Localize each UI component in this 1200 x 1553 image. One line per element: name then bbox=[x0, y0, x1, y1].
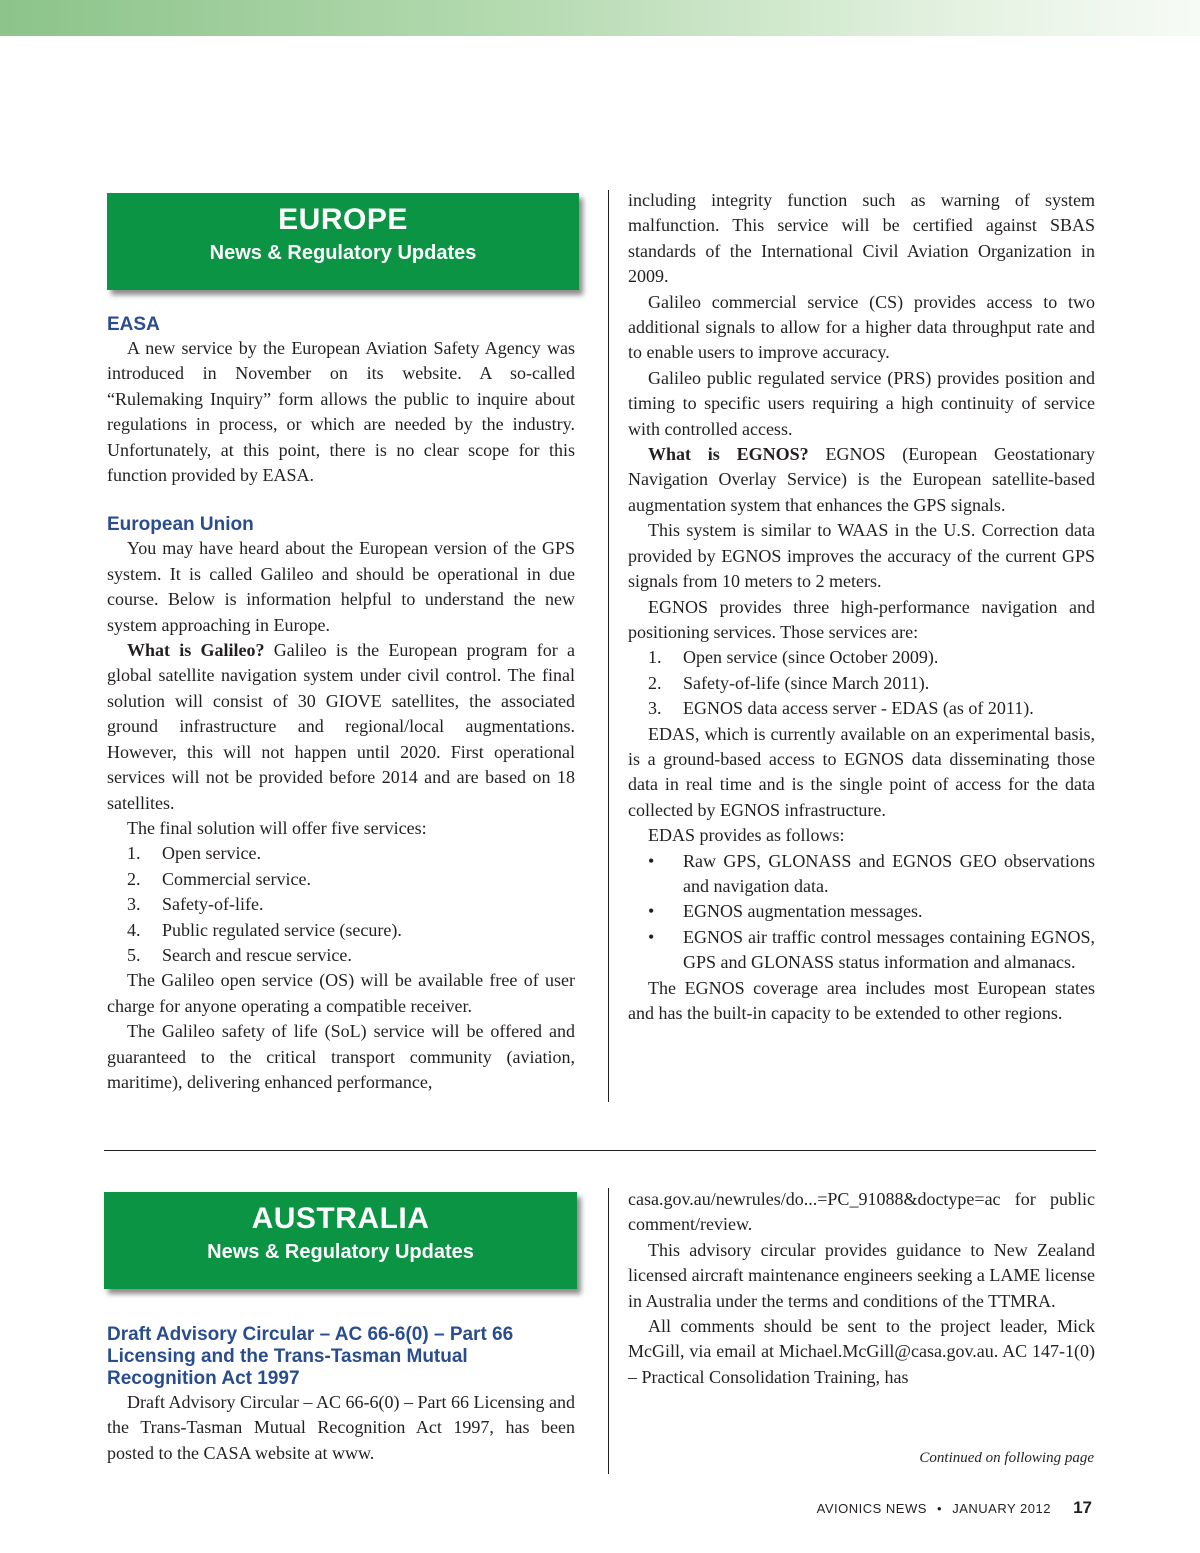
easa-heading: EASA bbox=[107, 314, 160, 335]
australia-left-paragraph: Draft Advisory Circular – AC 66-6(0) – Part 66 Licensing and the Trans-Tasman Mutual Recognition Act 1997, has been posted to the CASA website at www. bbox=[107, 1392, 575, 1463]
list-item: 4. Public regulated service (secure). bbox=[127, 919, 402, 940]
australia-banner-title: AUSTRALIA bbox=[251, 1202, 430, 1235]
continued-note: Continued on following page bbox=[919, 1450, 1094, 1466]
right-paragraph-1: including integrity function such as warning of system malfunction. This service will be certified against SBAS standards of the International Civil Aviation Organization in 2009. bbox=[628, 190, 1095, 287]
list-item: 2. Safety-of-life (since March 2011). bbox=[648, 672, 930, 693]
easa-paragraph: A new service by the European Aviation Safety Agency was introduced in November on its website. A so-called “Rulemaking Inquiry” form allows the public to inquire about regulations in process, or which are needed by the industry. Unfortunately, at this point, there is no clear scope for this function provided by EASA. bbox=[107, 338, 575, 486]
europe-column-divider bbox=[608, 190, 609, 1102]
list-item: 3. Safety-of-life. bbox=[127, 894, 264, 915]
australia-banner bbox=[104, 1192, 577, 1289]
list-item: 1. Open service. bbox=[127, 843, 261, 864]
right-paragraph-6: EGNOS provides three high-performance navigation and positioning services. Those services are: bbox=[628, 596, 1095, 642]
list-item: 2. Commercial service. bbox=[127, 868, 311, 889]
europe-banner-subtitle: News & Regulatory Updates bbox=[209, 242, 477, 264]
right-paragraph-4-text: EGNOS (European Geostationary Navigation Overlay Service) is the European satellite-based augmentation system that enhances the GPS signals. bbox=[628, 444, 1096, 515]
australia-left-column bbox=[107, 1324, 575, 1466]
europe-banner bbox=[107, 193, 579, 290]
list-item: • Raw GPS, GLONASS and EGNOS GEO observations and navigation data. bbox=[648, 850, 1095, 896]
right-paragraph-2: Galileo commercial service (CS) provides access to two additional signals to allow for a higher data throughput rate and to enable users to improve accuracy. bbox=[628, 291, 1095, 363]
what-is-galileo-lead: What is Galileo? bbox=[127, 640, 265, 661]
footer-separator: • bbox=[937, 1501, 943, 1516]
right-paragraph-5: This system is similar to WAAS in the U.S. Correction data provided by EGNOS improves the accuracy of the current GPS signals from 10 meters to 2 meters. bbox=[628, 520, 1095, 592]
eu-paragraph-2-text: Galileo is the European program for a global satellite navigation system under civil control. The final solution will consist of 30 GIOVE satellites, the associated ground infrastructure and regional/local augmentations. However, this will not happen until 2020. First operational services will not be provided before 2014 and are based on 18 satellites. bbox=[107, 640, 575, 813]
issue-date: JANUARY 2012 bbox=[952, 1501, 1051, 1516]
list-item: 1. Open service (since October 2009). bbox=[648, 647, 939, 668]
section-divider bbox=[104, 1150, 1096, 1151]
australia-right-paragraph-2: This advisory circular provides guidance to New Zealand licensed aircraft maintenance engineers seeking a LAME license in Australia under the terms and conditions of the TTMRA. bbox=[628, 1239, 1095, 1311]
right-paragraph-8: EDAS provides as follows: bbox=[648, 825, 845, 846]
australia-column-divider bbox=[608, 1188, 609, 1474]
europe-left-column bbox=[107, 314, 575, 1095]
egnos-services-list bbox=[628, 645, 1095, 721]
right-paragraph-4 bbox=[628, 442, 1095, 518]
australia-right-column bbox=[628, 1187, 1095, 1390]
australia-banner-subtitle: News & Regulatory Updates bbox=[207, 1241, 474, 1263]
right-paragraph-7: EDAS, which is currently available on an experimental basis, is a ground-based access to EGNOS data disseminating those data in real time and is the single point of access for the data collected by EGNOS infrastructure. bbox=[628, 723, 1095, 820]
galileo-services-list bbox=[107, 841, 575, 968]
edas-list bbox=[628, 849, 1095, 976]
list-item: • EGNOS air traffic control messages containing EGNOS, GPS and GLONASS status information and almanacs. bbox=[648, 926, 1095, 973]
list-item: 5. Search and rescue service. bbox=[127, 944, 352, 965]
european-union-heading: European Union bbox=[107, 514, 254, 536]
what-is-egnos-lead: What is EGNOS? bbox=[648, 444, 809, 465]
europe-banner-title: EUROPE bbox=[278, 203, 408, 236]
list-item: 3. EGNOS data access server - EDAS (as of 2011). bbox=[648, 698, 1034, 719]
eu-paragraph-1: You may have heard about the European version of the GPS system. It is called Galileo and should be operational in due course. Below is information helpful to understand the new system approaching in Europe. bbox=[107, 538, 575, 635]
eu-paragraph-5: The Galileo safety of life (SoL) service will be offered and guaranteed to the critical transport community (aviation, maritime), delivering enhanced performance, bbox=[107, 1021, 575, 1092]
page-footer bbox=[817, 1498, 1092, 1518]
europe-right-column bbox=[628, 188, 1095, 1026]
page-number: 17 bbox=[1073, 1498, 1092, 1517]
draft-advisory-heading: Draft Advisory Circular – AC 66-6(0) – Part 66 Licensing and the Trans-Tasman Mutual Recognition Act 1997 bbox=[107, 1324, 514, 1389]
australia-right-paragraph-3: All comments should be sent to the project leader, Mick McGill, via email at Michael.McGill@casa.gov.au. AC 147-1(0) – Practical Consolidation Training, has bbox=[628, 1316, 1095, 1387]
list-item: • EGNOS augmentation messages. bbox=[648, 901, 923, 922]
eu-paragraph-3: The final solution will offer five services: bbox=[127, 817, 427, 838]
publication-name: AVIONICS NEWS bbox=[816, 1501, 927, 1516]
right-paragraph-9: The EGNOS coverage area includes most European states and has the built-in capacity to be extended to other regions. bbox=[628, 977, 1095, 1023]
australia-right-paragraph-1: casa.gov.au/newrules/do...=PC_91088&doctype=ac for public comment/review. bbox=[628, 1189, 1095, 1235]
eu-paragraph-4: The Galileo open service (OS) will be available free of user charge for anyone operating a compatible receiver. bbox=[107, 970, 575, 1016]
top-gradient-bar bbox=[0, 0, 1200, 36]
right-paragraph-3: Galileo public regulated service (PRS) provides position and timing to specific users requiring a high continuity of service with controlled access. bbox=[628, 367, 1095, 439]
eu-paragraph-2 bbox=[107, 638, 575, 816]
